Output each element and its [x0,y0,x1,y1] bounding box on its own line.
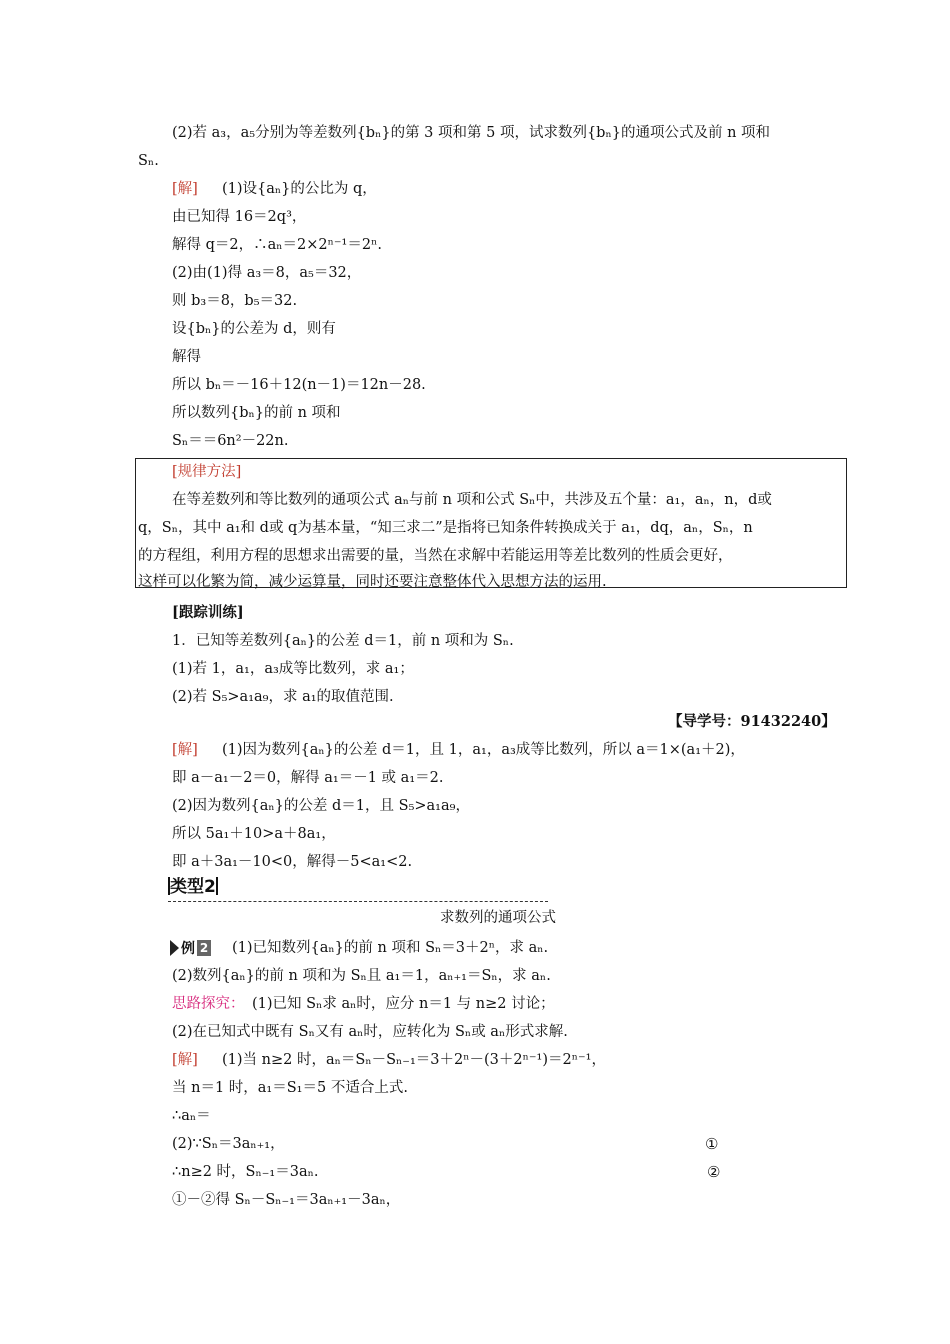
solution-line: 即 a－a₁－2＝0，解得 a₁＝－1 或 a₁＝2. [172,770,444,786]
solution-line: 解得 q＝2，∴aₙ＝2×2ⁿ⁻¹＝2ⁿ. [172,237,382,253]
think-line: (1)已知 Sₙ求 aₙ时，应分 n＝1 与 n≥2 讨论； [252,996,555,1012]
example-number: 2 [197,940,211,956]
type-heading [168,876,218,898]
solution-tag: [解] [172,742,198,758]
solution-line: ∴n≥2 时，Sₙ₋₁＝3aₙ. [172,1164,319,1180]
think-tag: 思路探究： [172,996,245,1012]
method-line: 在等差数列和等比数列的通项公式 aₙ与前 n 项和公式 Sₙ中，共涉及五个量：a₁，aₙ，n，d或 [172,492,772,508]
equation-marker-2: ② [707,1163,721,1181]
solution-line: Sₙ＝＝6n²－22n. [172,433,289,449]
solution-line: 所以数列{bₙ}的前 n 项和 [172,405,341,421]
solution-line: 则 b₃＝8，b₅＝32. [172,293,298,309]
example-label: 例 [181,941,195,957]
solution-line: (2)∵Sₙ＝3aₙ₊₁， [172,1136,285,1152]
solution-line: ∴aₙ＝ [172,1108,211,1124]
method-line: q，Sₙ，其中 a₁和 d或 q为基本量，“知三求二”是指将已知条件转换成关于 a₁，dq，aₙ，Sₙ，n [138,520,753,536]
exercise-line: (2)若 S₅>a₁a₉，求 a₁的取值范围. [172,689,394,705]
solution-line: ①－②得 Sₙ－Sₙ₋₁＝3aₙ₊₁－3aₙ， [172,1192,401,1208]
exercise-line: 1．已知等差数列{aₙ}的公差 d＝1，前 n 项和为 Sₙ. [172,633,514,649]
equation-marker-1: ① [705,1135,719,1153]
solution-tag: [解] [172,181,198,197]
solution-line: 设{bₙ}的公差为 d，则有 [172,321,336,337]
guide-number: 【导学号：91432240】 [668,713,836,730]
solution-line: 所以 5a₁＋10>a＋8a₁， [172,826,336,842]
problem-2-line-2: Sₙ. [138,153,159,169]
method-line: 这样可以化繁为简，减少运算量，同时还要注意整体代入思想方法的运用. [138,574,607,590]
solution-line: 由已知得 16＝2q³， [172,209,307,225]
track-training-tag: [跟踪训练] [172,604,244,621]
solution-tag: [解] [172,1052,198,1068]
method-line: 的方程组，利用方程的思想求出需要的量，当然在求解中若能运用等差比数列的性质会更好， [138,548,733,564]
solution-line: (1)因为数列{aₙ}的公差 d＝1，且 1，a₁，a₃成等比数列，所以 a＝1×(a₁＋2)， [222,742,745,758]
solution-line: 解得 [172,349,201,365]
example-line: (1)已知数列{aₙ}的前 n 项和 Sₙ＝3＋2ⁿ，求 aₙ. [232,940,549,956]
solution-line: (1)设{aₙ}的公比为 q， [222,181,377,197]
problem-2-line-1: (2)若 a₃，a₅分别为等差数列{bₙ}的第 3 项和第 5 项，试求数列{bₙ}的通项公式及前 n 项和 [172,125,771,141]
type-heading-label: 类型2 [170,877,216,897]
section-title: 求数列的通项公式 [440,910,556,926]
solution-line: (2)因为数列{aₙ}的公差 d＝1，且 S₅>a₁a₉， [172,798,470,814]
solution-line: 当 n＝1 时，a₁＝S₁＝5 不适合上式. [172,1080,408,1096]
solution-line: 所以 bₙ＝－16＋12(n－1)＝12n－28. [172,377,426,393]
solution-line: 即 a＋3a₁－10<0，解得－5<a₁<2. [172,854,413,870]
example-badge [170,939,211,957]
method-tag: [规律方法] [172,464,242,480]
triangle-icon [170,940,179,956]
exercise-line: (1)若 1，a₁，a₃成等比数列，求 a₁； [172,661,414,677]
dashed-divider [168,901,548,902]
think-line: (2)在已知式中既有 Sₙ又有 aₙ时，应转化为 Sₙ或 aₙ形式求解. [172,1024,568,1040]
solution-line: (2)由(1)得 a₃＝8，a₅＝32， [172,265,362,281]
solution-line: (1)当 n≥2 时，aₙ＝Sₙ－Sₙ₋₁＝3＋2ⁿ－(3＋2ⁿ⁻¹)＝2ⁿ⁻¹， [222,1052,606,1068]
example-line: (2)数列{aₙ}的前 n 项和为 Sₙ且 a₁＝1，aₙ₊₁＝Sₙ，求 aₙ. [172,968,551,984]
